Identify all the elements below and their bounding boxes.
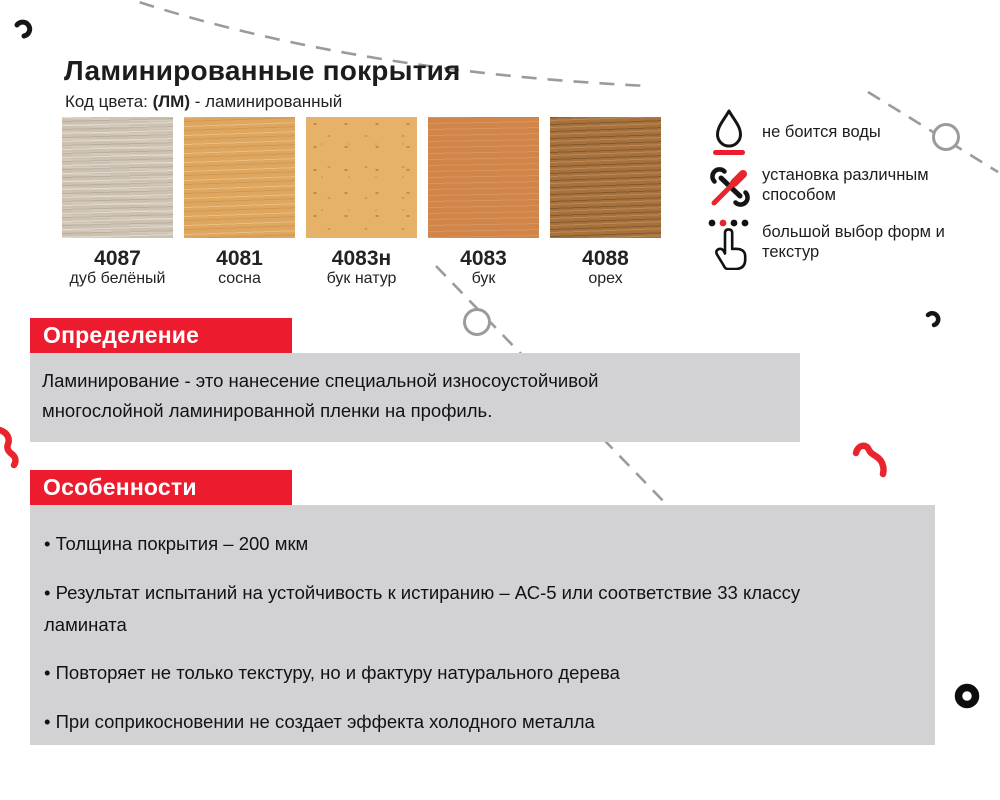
color-code-subtitle: [65, 92, 342, 112]
page-title: Ламинированные покрытия: [64, 55, 461, 86]
swatch-code: 4081: [216, 247, 263, 270]
feature-label: большой выбор форм и текстур: [762, 223, 945, 261]
swatch-name: бук: [471, 270, 496, 288]
feature-label: не боится воды: [762, 123, 881, 142]
section-heading-features: Особенности: [30, 470, 292, 505]
bullet-item: • Толщина покрытия – 200 мкм: [44, 533, 309, 554]
subtitle-code: (ЛМ): [152, 92, 191, 111]
subtitle-prefix: Код цвета:: [65, 92, 153, 111]
definition-text: Ламинирование - это нанесение специальной износоустойчивой многослойной ламинированной пленки на профиль.: [42, 370, 599, 421]
feature-row-variety: [706, 216, 970, 270]
tools-icon: [706, 163, 752, 209]
features-box: [30, 505, 935, 745]
swatch-code: 4087: [94, 247, 141, 270]
circle-marker-middle: [465, 310, 490, 335]
swatch-cell: [62, 117, 173, 288]
comma-mark-right: [928, 313, 938, 325]
swatch-cell: [428, 117, 539, 288]
swatch-color-4087: [62, 117, 173, 238]
section-heading-definition: Определение: [30, 318, 292, 353]
swatch-name: бук натур: [326, 270, 397, 288]
hand-choice-icon: [706, 216, 752, 270]
swatch-code: 4083: [460, 247, 507, 270]
red-squiggle-left: [0, 430, 15, 465]
feature-list: [706, 110, 970, 270]
red-squiggle-right: [856, 446, 884, 474]
water-drop-icon: [706, 108, 752, 158]
feature-label: установка различным способом: [762, 166, 929, 204]
comma-mark-top-left: [17, 22, 30, 36]
swatch-name: орех: [588, 270, 623, 288]
feature-row-water: [706, 110, 970, 156]
swatch-cell: [184, 117, 295, 288]
swatch-name: дуб белёный: [69, 270, 166, 288]
swatch-name: сосна: [218, 270, 261, 288]
swatch-code: 4083н: [331, 247, 392, 270]
swatch-color-4083: [428, 117, 539, 238]
feature-row-installation: [706, 160, 970, 212]
swatch-code: 4088: [582, 247, 629, 270]
swatch-row: [62, 117, 661, 288]
definition-box: [30, 353, 800, 442]
swatch-cell: [306, 117, 417, 288]
swatch-cell: [550, 117, 661, 288]
swatch-color-4083n: [306, 117, 417, 238]
swatch-color-4081: [184, 117, 295, 238]
bullet-item: • Повторяет не только текстуру, но и фактуру натурального дерева: [44, 662, 620, 684]
features-bullet-list: [44, 528, 875, 738]
bullet-item: • При соприкосновении не создает эффекта холодного металла: [44, 711, 595, 733]
swatch-color-4088: [550, 117, 661, 238]
donut-mark-bottom-right: [959, 688, 976, 705]
bullet-item: • Результат испытаний на устойчивость к истиранию – АС-5 или соответствие 33 классу ламината: [44, 581, 801, 635]
subtitle-suffix: - ламинированный: [190, 92, 343, 111]
